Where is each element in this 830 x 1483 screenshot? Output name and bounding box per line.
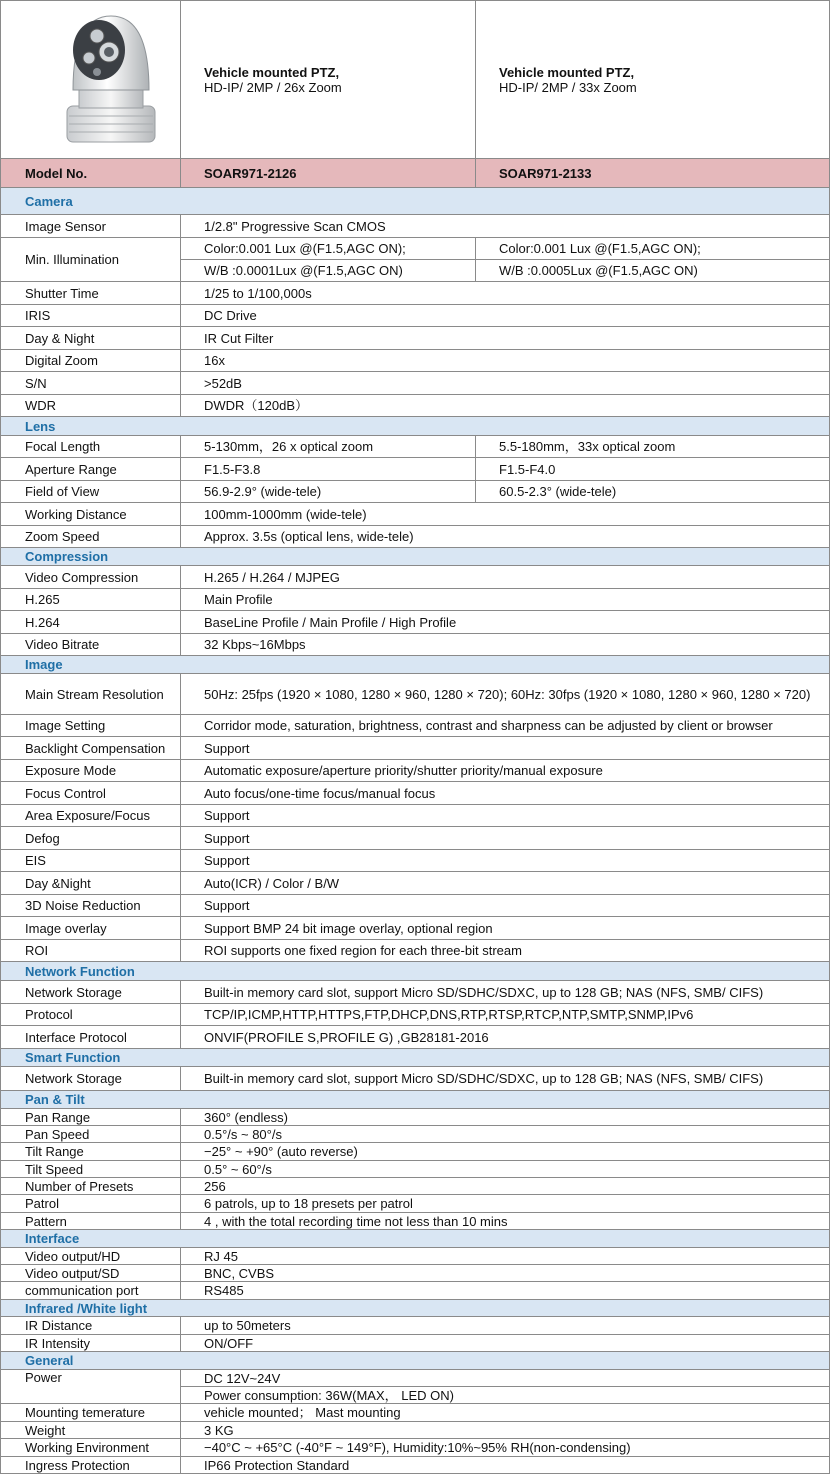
spec-label: IR Intensity xyxy=(1,1335,181,1352)
spec-value: Support xyxy=(181,850,830,872)
spec-row xyxy=(1,395,830,417)
spec-row xyxy=(1,1439,830,1457)
spec-value: 16x xyxy=(181,350,830,372)
spec-value: 1/2.8" Progressive Scan CMOS xyxy=(181,215,830,238)
spec-value: 360° (endless) xyxy=(181,1109,830,1126)
spec-label: Interface Protocol xyxy=(1,1026,181,1049)
spec-row xyxy=(1,238,830,260)
spec-label: Digital Zoom xyxy=(1,350,181,372)
product-sub-b: HD-IP/ 2MP / 33x Zoom xyxy=(499,79,637,95)
spec-value: Support xyxy=(181,827,830,850)
section-title: General xyxy=(1,1352,830,1370)
spec-row xyxy=(1,782,830,805)
spec-label: Working Environment xyxy=(1,1439,181,1457)
spec-row xyxy=(1,436,830,458)
section-title: Compression xyxy=(1,548,830,566)
spec-label: H.265 xyxy=(1,589,181,611)
spec-label: Shutter Time xyxy=(1,282,181,305)
spec-value: ONVIF(PROFILE S,PROFILE G) ,GB28181-2016 xyxy=(181,1026,830,1049)
spec-label: Zoom Speed xyxy=(1,526,181,548)
spec-row xyxy=(1,981,830,1004)
spec-row xyxy=(1,1143,830,1161)
spec-value: Built-in memory card slot, support Micro SD/SDHC/SDXC, up to 128 GB; NAS (NFS, SMB/ CIFS) xyxy=(181,1067,830,1091)
spec-row xyxy=(1,805,830,827)
spec-value: W/B :0.0005Lux @(F1.5,AGC ON) xyxy=(476,260,830,282)
spec-label: ROI xyxy=(1,940,181,962)
spec-row xyxy=(1,1195,830,1213)
spec-value: 256 xyxy=(181,1178,830,1195)
spec-row xyxy=(1,1457,830,1474)
product-header-row xyxy=(1,1,830,159)
spec-row xyxy=(1,526,830,548)
spec-label: Day &Night xyxy=(1,872,181,895)
section-smart xyxy=(1,1049,830,1067)
spec-value: IR Cut Filter xyxy=(181,327,830,350)
spec-value: vehicle mounted； Mast mounting xyxy=(181,1404,830,1422)
spec-row xyxy=(1,1126,830,1143)
spec-label: Weight xyxy=(1,1422,181,1439)
model-a: SOAR971-2126 xyxy=(181,159,476,188)
spec-row xyxy=(1,1067,830,1091)
product-title-b xyxy=(476,1,830,159)
spec-label: Working Distance xyxy=(1,503,181,526)
section-pantilt xyxy=(1,1091,830,1109)
spec-label: Exposure Mode xyxy=(1,760,181,782)
spec-value: DC 12V~24V xyxy=(181,1370,830,1387)
section-lens xyxy=(1,417,830,436)
spec-label: 3D Noise Reduction xyxy=(1,895,181,917)
spec-value: Color:0.001 Lux @(F1.5,AGC ON); xyxy=(181,238,476,260)
section-compression xyxy=(1,548,830,566)
spec-label: Image Setting xyxy=(1,715,181,737)
spec-value: Support xyxy=(181,737,830,760)
spec-label: EIS xyxy=(1,850,181,872)
spec-value: Built-in memory card slot, support Micro SD/SDHC/SDXC, up to 128 GB; NAS (NFS, SMB/ CIFS) xyxy=(181,981,830,1004)
spec-row xyxy=(1,372,830,395)
spec-label: Day & Night xyxy=(1,327,181,350)
spec-value: DC Drive xyxy=(181,305,830,327)
spec-label: Tilt Range xyxy=(1,1143,181,1161)
spec-row xyxy=(1,481,830,503)
spec-label: communication port xyxy=(1,1282,181,1300)
spec-value: −25° ~ +90° (auto reverse) xyxy=(181,1143,830,1161)
spec-row xyxy=(1,1178,830,1195)
spec-label: Video output/SD xyxy=(1,1265,181,1282)
spec-row xyxy=(1,327,830,350)
spec-value: 4 , with the total recording time not less than 10 mins xyxy=(181,1213,830,1230)
spec-label: Network Storage xyxy=(1,1067,181,1091)
spec-label: Video Compression xyxy=(1,566,181,589)
spec-value: IP66 Protection Standard xyxy=(181,1457,830,1474)
spec-value: Auto focus/one-time focus/manual focus xyxy=(181,782,830,805)
spec-value: Support xyxy=(181,895,830,917)
spec-row xyxy=(1,1109,830,1126)
model-row xyxy=(1,159,830,188)
spec-value: 32 Kbps~16Mbps xyxy=(181,634,830,656)
spec-label: Network Storage xyxy=(1,981,181,1004)
spec-value: 0.5°/s ~ 80°/s xyxy=(181,1126,830,1143)
section-title: Image xyxy=(1,656,830,674)
spec-label: Video output/HD xyxy=(1,1248,181,1265)
spec-row xyxy=(1,940,830,962)
spec-value: 60.5-2.3° (wide-tele) xyxy=(476,481,830,503)
spec-label: Aperture Range xyxy=(1,458,181,481)
spec-value: 5-130mm，26 x optical zoom xyxy=(181,436,476,458)
section-title: Smart Function xyxy=(1,1049,830,1067)
spec-label: Min. Illumination xyxy=(1,238,181,282)
spec-value: >52dB xyxy=(181,372,830,395)
spec-value: −40°C ~ +65°C (-40°F ~ 149°F), Humidity:10%~95% RH(non-condensing) xyxy=(181,1439,830,1457)
spec-row xyxy=(1,503,830,526)
spec-value: 3 KG xyxy=(181,1422,830,1439)
spec-value: Main Profile xyxy=(181,589,830,611)
spec-value: 56.9-2.9° (wide-tele) xyxy=(181,481,476,503)
spec-value: Automatic exposure/aperture priority/shutter priority/manual exposure xyxy=(181,760,830,782)
spec-label: Tilt Speed xyxy=(1,1161,181,1178)
spec-value: Auto(ICR) / Color / B/W xyxy=(181,872,830,895)
spec-row xyxy=(1,674,830,715)
spec-row xyxy=(1,458,830,481)
spec-value: Support BMP 24 bit image overlay, optional region xyxy=(181,917,830,940)
spec-label: Image overlay xyxy=(1,917,181,940)
spec-row xyxy=(1,1265,830,1282)
spec-row xyxy=(1,611,830,634)
spec-label: Pan Speed xyxy=(1,1126,181,1143)
product-sub-a: HD-IP/ 2MP / 26x Zoom xyxy=(204,79,342,95)
spec-label: S/N xyxy=(1,372,181,395)
spec-value: TCP/IP,ICMP,HTTP,HTTPS,FTP,DHCP,DNS,RTP,RTSP,RTCP,NTP,SMTP,SNMP,IPv6 xyxy=(181,1004,830,1026)
section-infrared xyxy=(1,1300,830,1317)
spec-value: 0.5° ~ 60°/s xyxy=(181,1161,830,1178)
spec-value: BaseLine Profile / Main Profile / High Profile xyxy=(181,611,830,634)
spec-row xyxy=(1,737,830,760)
spec-row xyxy=(1,1317,830,1335)
spec-row xyxy=(1,1404,830,1422)
product-name-b: Vehicle mounted PTZ, xyxy=(499,64,635,80)
spec-value: up to 50meters xyxy=(181,1317,830,1335)
product-title-a xyxy=(181,1,476,159)
spec-row xyxy=(1,895,830,917)
spec-row xyxy=(1,589,830,611)
spec-row xyxy=(1,872,830,895)
spec-row xyxy=(1,215,830,238)
spec-label: Video Bitrate xyxy=(1,634,181,656)
spec-label: Protocol xyxy=(1,1004,181,1026)
section-title: Pan & Tilt xyxy=(1,1091,830,1109)
spec-value: 6 patrols, up to 18 presets per patrol xyxy=(181,1195,830,1213)
section-network xyxy=(1,962,830,981)
spec-label: Mounting temerature xyxy=(1,1404,181,1422)
spec-label: IRIS xyxy=(1,305,181,327)
spec-label: Number of Presets xyxy=(1,1178,181,1195)
spec-row xyxy=(1,1248,830,1265)
spec-label: Focal Length xyxy=(1,436,181,458)
spec-row xyxy=(1,1213,830,1230)
spec-row xyxy=(1,1004,830,1026)
spec-label: Pattern xyxy=(1,1213,181,1230)
section-title: Camera xyxy=(1,188,830,215)
model-b: SOAR971-2133 xyxy=(476,159,830,188)
spec-row xyxy=(1,917,830,940)
spec-label: Pan Range xyxy=(1,1109,181,1126)
spec-value: RJ 45 xyxy=(181,1248,830,1265)
section-camera xyxy=(1,188,830,215)
spec-value: W/B :0.0001Lux @(F1.5,AGC ON) xyxy=(181,260,476,282)
spec-value: F1.5-F4.0 xyxy=(476,458,830,481)
spec-value: 5.5-180mm，33x optical zoom xyxy=(476,436,830,458)
section-general xyxy=(1,1352,830,1370)
spec-row xyxy=(1,1422,830,1439)
spec-value: F1.5-F3.8 xyxy=(181,458,476,481)
product-image-cell xyxy=(1,1,181,159)
spec-value: 100mm-1000mm (wide-tele) xyxy=(181,503,830,526)
spec-label: Image Sensor xyxy=(1,215,181,238)
spec-row xyxy=(1,634,830,656)
spec-label: Focus Control xyxy=(1,782,181,805)
spec-row xyxy=(1,1370,830,1387)
spec-label: Patrol xyxy=(1,1195,181,1213)
spec-label: WDR xyxy=(1,395,181,417)
spec-row xyxy=(1,566,830,589)
spec-row xyxy=(1,827,830,850)
spec-label: Ingress Protection xyxy=(1,1457,181,1474)
spec-value: Color:0.001 Lux @(F1.5,AGC ON); xyxy=(476,238,830,260)
section-image xyxy=(1,656,830,674)
spec-label: IR Distance xyxy=(1,1317,181,1335)
spec-row xyxy=(1,350,830,372)
spec-label: H.264 xyxy=(1,611,181,634)
section-title: Lens xyxy=(1,417,830,436)
spec-value: H.265 / H.264 / MJPEG xyxy=(181,566,830,589)
spec-row xyxy=(1,305,830,327)
spec-row xyxy=(1,1026,830,1049)
spec-row xyxy=(1,1335,830,1352)
section-interface xyxy=(1,1230,830,1248)
section-title: Network Function xyxy=(1,962,830,981)
spec-value: Support xyxy=(181,805,830,827)
spec-value: ROI supports one fixed region for each three-bit stream xyxy=(181,940,830,962)
spec-row xyxy=(1,282,830,305)
spec-label: Main Stream Resolution xyxy=(1,674,181,715)
spec-value: Approx. 3.5s (optical lens, wide-tele) xyxy=(181,526,830,548)
spec-row xyxy=(1,760,830,782)
spec-label: Field of View xyxy=(1,481,181,503)
ptz-camera-image xyxy=(1,2,179,158)
spec-value: 50Hz: 25fps (1920 × 1080, 1280 × 960, 1280 × 720); 60Hz: 30fps (1920 × 1080, 1280 × 960, 1280 × 720) xyxy=(181,674,830,715)
spec-label: Backlight Compensation xyxy=(1,737,181,760)
spec-label: Power xyxy=(1,1370,181,1404)
spec-value: ON/OFF xyxy=(181,1335,830,1352)
spec-row xyxy=(1,715,830,737)
section-title: Interface xyxy=(1,1230,830,1248)
spec-value: 1/25 to 1/100,000s xyxy=(181,282,830,305)
spec-row xyxy=(1,1161,830,1178)
spec-row xyxy=(1,850,830,872)
spec-value: DWDR（120dB） xyxy=(181,395,830,417)
spec-row xyxy=(1,1282,830,1300)
product-name-a: Vehicle mounted PTZ, xyxy=(204,64,340,80)
spec-label: Area Exposure/Focus xyxy=(1,805,181,827)
spec-value: RS485 xyxy=(181,1282,830,1300)
spec-value: Corridor mode, saturation, brightness, contrast and sharpness can be adjusted by client or browser xyxy=(181,715,830,737)
section-title: Infrared /White light xyxy=(1,1300,830,1317)
spec-label: Defog xyxy=(1,827,181,850)
spec-value: BNC, CVBS xyxy=(181,1265,830,1282)
spec-value: Power consumption: 36W(MAX， LED ON) xyxy=(181,1387,830,1404)
model-label: Model No. xyxy=(1,159,181,188)
